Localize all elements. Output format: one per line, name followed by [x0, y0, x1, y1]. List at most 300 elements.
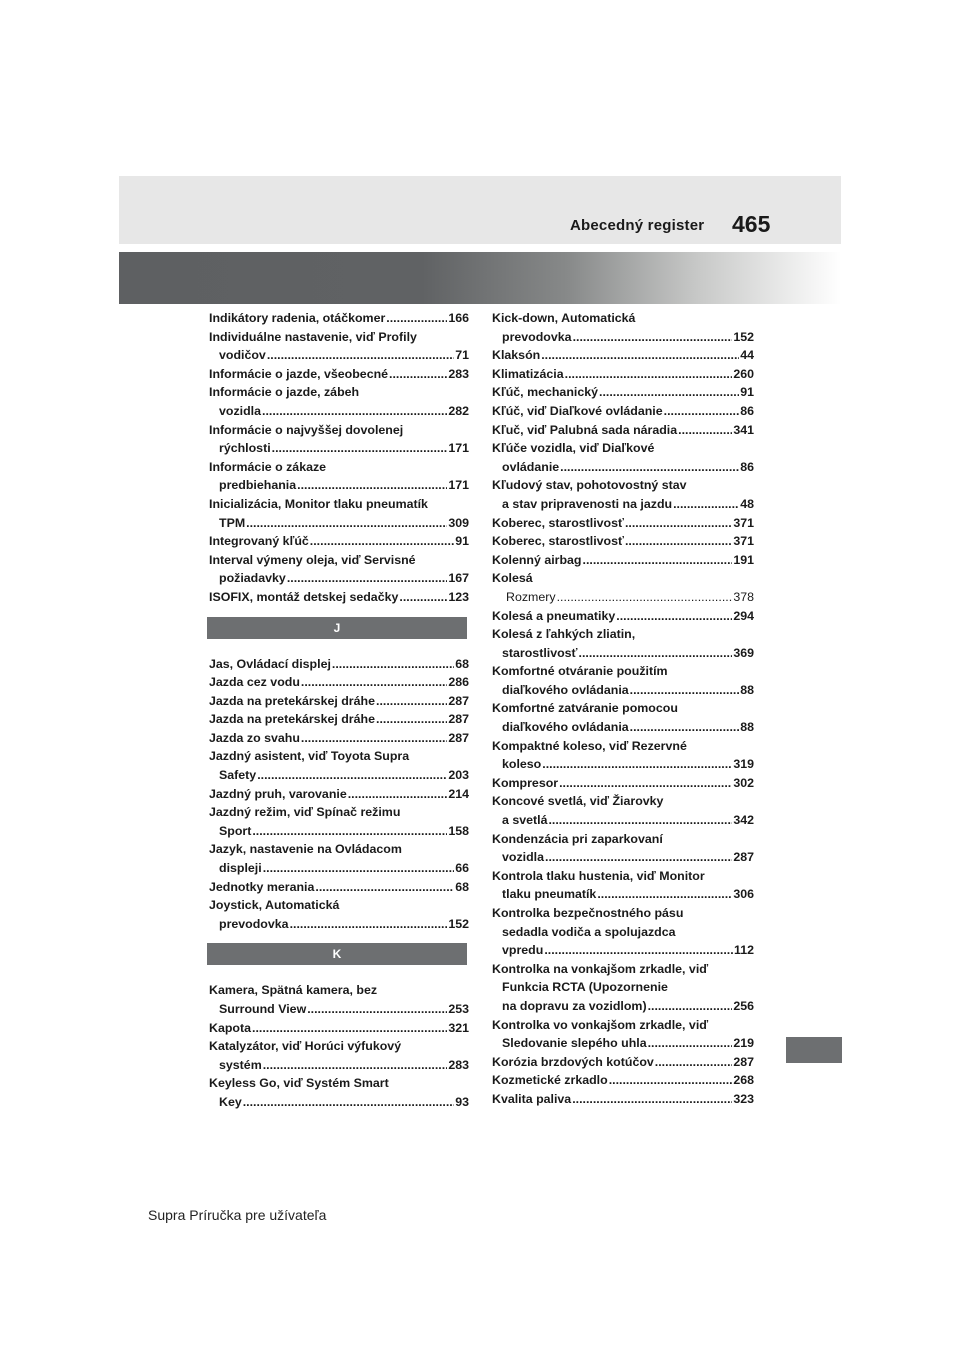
- dot-leader: [389, 365, 447, 384]
- index-term: tlaku pneumatík: [502, 887, 597, 902]
- index-entry: [209, 495, 469, 532]
- index-term: Safety: [219, 768, 257, 783]
- index-entry-line: [492, 792, 754, 811]
- dot-leader: [544, 941, 733, 960]
- dot-leader: [648, 997, 733, 1016]
- index-term: starostlivosť: [502, 645, 578, 660]
- dot-leader: [678, 421, 732, 440]
- index-entry-line: [209, 439, 469, 458]
- index-entry-line: [209, 383, 469, 402]
- dot-leader: [559, 774, 732, 793]
- index-entry-line: [492, 848, 754, 867]
- index-entry-line: [209, 551, 469, 570]
- index-entry: [209, 655, 469, 674]
- index-entry: [492, 365, 754, 384]
- index-entry-line: [492, 960, 754, 979]
- dot-leader: [648, 1034, 733, 1053]
- dot-leader: [630, 718, 740, 737]
- dot-leader: [583, 551, 733, 570]
- dot-leader: [263, 1056, 448, 1075]
- dot-leader: [315, 878, 454, 897]
- index-entry-line: [209, 1093, 469, 1112]
- index-page-ref: 171: [448, 478, 469, 493]
- index-entry-line: [209, 859, 469, 878]
- index-entry: [209, 551, 469, 588]
- index-page-ref: 48: [740, 496, 754, 511]
- index-page-ref: 93: [455, 1094, 469, 1109]
- index-term: Kľúče vozidla, viď Diaľkové: [492, 441, 655, 456]
- index-entry-line: [492, 607, 754, 626]
- index-entry-line: [492, 737, 754, 756]
- index-entry: [492, 476, 754, 513]
- dot-leader: [267, 346, 454, 365]
- index-term: Korózia brzdových kotúčov: [492, 1054, 654, 1069]
- index-term: TPM: [219, 515, 246, 530]
- index-page-ref: 86: [740, 403, 754, 418]
- index-term: Kontrolka na vonkajšom zrkadle, viď: [492, 961, 709, 976]
- index-page-ref: 287: [733, 850, 754, 865]
- index-entry-line: [492, 904, 754, 923]
- dot-leader: [257, 766, 447, 785]
- index-term: Surround View: [219, 1002, 307, 1016]
- index-entry-line: [492, 588, 754, 607]
- index-entry: [209, 383, 469, 420]
- index-term: Jazyk, nastavenie na Ovládacom: [209, 842, 402, 857]
- index-term: Sledovanie slepého uhla: [502, 1036, 647, 1051]
- dot-leader: [301, 729, 447, 748]
- index-term: Interval výmeny oleja, viď Servisné: [209, 552, 416, 567]
- index-entry-line: [492, 514, 754, 533]
- index-entry: [492, 569, 754, 588]
- index-entry-line: [492, 421, 754, 440]
- index-entry: [492, 346, 754, 365]
- index-page-ref: 171: [448, 441, 469, 456]
- index-page-ref: 88: [740, 720, 754, 735]
- index-entry: [492, 774, 754, 793]
- index-entry-line: [209, 915, 469, 934]
- dot-leader: [625, 532, 732, 551]
- index-term: Katalyzátor, viď Horúci výfukový: [209, 1039, 402, 1054]
- index-entry-line: [209, 309, 469, 328]
- index-entry-line: [209, 1074, 469, 1093]
- index-page-ref: 287: [448, 730, 469, 745]
- dot-leader: [599, 383, 739, 402]
- dot-leader: [290, 915, 448, 934]
- index-entry-line: [492, 644, 754, 663]
- index-entry-line: [209, 803, 469, 822]
- index-term: Jednotky merania: [209, 879, 315, 894]
- index-entry-line: [492, 941, 754, 960]
- dot-leader: [565, 365, 733, 384]
- index-page-ref: 286: [448, 675, 469, 690]
- index-entry-line: [209, 673, 469, 692]
- index-entry: [492, 1016, 754, 1053]
- index-page-ref: 253: [448, 1002, 469, 1016]
- dot-leader: [630, 681, 740, 700]
- index-entry: [492, 309, 754, 346]
- index-term: Komfortné zatváranie pomocou: [492, 701, 678, 716]
- index-column-left: [209, 309, 469, 1112]
- index-entry: [492, 904, 754, 960]
- index-entry: [209, 458, 469, 495]
- index-page-ref: 282: [448, 403, 469, 418]
- index-entry-line: [492, 309, 754, 328]
- dot-leader: [560, 458, 739, 477]
- dot-leader: [348, 785, 448, 804]
- running-header-title: Abecedný register: [570, 217, 705, 234]
- index-page-ref: 219: [733, 1036, 754, 1051]
- index-page-ref: 91: [455, 534, 469, 549]
- index-entry-line: [209, 747, 469, 766]
- index-entry-line: [492, 346, 754, 365]
- index-entry-line: [492, 699, 754, 718]
- index-term: Jazda zo svahu: [209, 730, 300, 745]
- index-page-ref: 283: [448, 1057, 469, 1072]
- index-page-ref: 166: [448, 311, 469, 325]
- index-entry-line: [209, 840, 469, 859]
- index-entry-line: [209, 421, 469, 440]
- index-entry: [492, 439, 754, 476]
- index-entry-line: [209, 1000, 469, 1019]
- index-entry-line: [209, 514, 469, 533]
- dot-leader: [386, 309, 447, 328]
- index-page-ref: 294: [733, 608, 754, 623]
- index-term: predbiehania: [219, 478, 297, 493]
- dot-leader: [579, 644, 733, 663]
- index-entry-line: [492, 867, 754, 886]
- dot-leader: [572, 1090, 732, 1109]
- index-entry-line: [492, 718, 754, 737]
- index-entry: [209, 747, 469, 784]
- index-entry-line: [209, 346, 469, 365]
- index-page-ref: 214: [448, 786, 469, 801]
- index-term: vodičov: [219, 348, 266, 363]
- index-entry: [492, 383, 754, 402]
- dot-leader: [541, 346, 739, 365]
- index-term: Jas, Ovládací displej: [209, 656, 331, 671]
- index-page-ref: 319: [733, 757, 754, 772]
- index-term: Key: [219, 1094, 242, 1109]
- index-entry-line: [492, 1090, 754, 1109]
- index-entry: [492, 699, 754, 736]
- index-term: a svetlá: [502, 813, 548, 828]
- index-entry-line: [492, 923, 754, 942]
- index-page-ref: 86: [740, 459, 754, 474]
- index-page-ref: 283: [448, 366, 469, 381]
- index-entry-line: [209, 655, 469, 674]
- index-page-ref: 371: [733, 534, 754, 549]
- index-entry: [209, 673, 469, 692]
- index-term: ovládanie: [502, 459, 560, 474]
- dot-leader: [332, 655, 454, 674]
- index-entry: [209, 328, 469, 365]
- index-term: Kompresor: [492, 775, 559, 790]
- dot-leader: [609, 1071, 733, 1090]
- index-entry-line: [209, 896, 469, 915]
- index-term: Informácie o najvyššej dovolenej: [209, 422, 404, 437]
- index-entry-line: [492, 625, 754, 644]
- index-term: Kondenzácia pri zaparkovaní: [492, 831, 663, 846]
- index-term: Kapota: [209, 1020, 251, 1035]
- index-entry-line: [209, 476, 469, 495]
- index-entry-line: [209, 1019, 469, 1038]
- index-page-ref: 71: [455, 348, 469, 363]
- index-entry-line: [492, 885, 754, 904]
- decorative-gradient-band: [119, 252, 841, 304]
- index-term: Koncové svetlá, viď Žiarovky: [492, 794, 664, 809]
- index-entry-line: [492, 681, 754, 700]
- index-term: Jazdný režim, viď Spínač režimu: [209, 805, 401, 820]
- index-term: Kľúč, viď Diaľkové ovládanie: [492, 403, 663, 418]
- dot-leader: [545, 848, 732, 867]
- index-entry-line: [209, 822, 469, 841]
- index-entry-line: [209, 532, 469, 551]
- index-term: Kľuč, viď Palubná sada náradia: [492, 422, 678, 437]
- index-entry: [209, 785, 469, 804]
- index-term: Integrovaný kľúč: [209, 534, 309, 549]
- index-term: diaľkového ovládania: [502, 720, 629, 735]
- index-page-ref: 123: [448, 589, 469, 604]
- index-entry-line: [492, 1016, 754, 1035]
- dot-leader: [376, 710, 447, 729]
- dot-leader: [625, 514, 732, 533]
- index-entry: [492, 532, 754, 551]
- index-page-ref: 203: [448, 768, 469, 783]
- index-entry-line: [492, 495, 754, 514]
- index-entry-line: [492, 569, 754, 588]
- index-entry: [209, 309, 469, 328]
- index-term: systém: [219, 1057, 262, 1072]
- index-term: displeji: [219, 861, 262, 876]
- index-page-ref: 371: [733, 515, 754, 530]
- index-entry: [492, 551, 754, 570]
- index-entry: [209, 532, 469, 551]
- dot-leader: [263, 859, 455, 878]
- index-term: Jazdný asistent, viď Toyota Supra: [209, 749, 410, 764]
- index-entry: [209, 1074, 469, 1111]
- index-entry: [209, 710, 469, 729]
- index-entry-line: [492, 997, 754, 1016]
- index-entry: [492, 514, 754, 533]
- index-term: Kontrolka vo vonkajšom zrkadle, viď: [492, 1017, 709, 1032]
- index-term: vpredu: [502, 943, 544, 958]
- index-entry-line: [492, 755, 754, 774]
- index-entry-line: [492, 365, 754, 384]
- index-page-ref: 287: [448, 693, 469, 708]
- index-entry: [209, 981, 469, 1018]
- index-entry-line: [209, 495, 469, 514]
- index-term: Komfortné otváranie použitím: [492, 664, 668, 679]
- index-term: Kozmetické zrkadlo: [492, 1073, 608, 1088]
- index-page-ref: 152: [733, 329, 754, 344]
- index-entry-line: [492, 662, 754, 681]
- dot-leader: [272, 439, 448, 458]
- index-entry-line: [209, 569, 469, 588]
- index-entry-line: [492, 811, 754, 830]
- index-entry: [492, 960, 754, 1016]
- index-entry-line: [209, 1037, 469, 1056]
- dot-leader: [252, 1019, 447, 1038]
- index-term: Kontrolka bezpečnostného pásu: [492, 906, 684, 920]
- index-term: Klimatizácia: [492, 366, 564, 381]
- index-term: vozidla: [219, 403, 261, 418]
- index-term: Inicializácia, Monitor tlaku pneumatík: [209, 496, 428, 511]
- index-term: Kvalita paliva: [492, 1091, 572, 1106]
- section-letter-bar: J: [207, 617, 467, 639]
- index-entry-line: [209, 766, 469, 785]
- index-page-ref: 369: [733, 645, 754, 660]
- dot-leader: [307, 1000, 447, 1019]
- index-term: Keyless Go, viď Systém Smart: [209, 1076, 389, 1091]
- dot-leader: [376, 692, 447, 711]
- index-entry-line: [209, 365, 469, 384]
- dot-leader: [287, 569, 448, 588]
- index-page-ref: 309: [448, 515, 469, 530]
- index-entry-line: [209, 1056, 469, 1075]
- section-letter-bar: K: [207, 943, 467, 965]
- index-term: sedadla vodiča a spolujazdca: [502, 924, 676, 939]
- index-term: prevodovka: [219, 916, 289, 931]
- index-term: Kolenný airbag: [492, 552, 582, 567]
- index-page-ref: 152: [448, 916, 469, 931]
- index-entry-line: [492, 532, 754, 551]
- dot-leader: [573, 328, 733, 347]
- index-entry: [209, 692, 469, 711]
- index-term: Jazdný pruh, varovanie: [209, 786, 347, 801]
- index-term: vozidla: [502, 850, 544, 865]
- dot-leader: [262, 402, 447, 421]
- chapter-thumb-tab: [786, 1037, 842, 1063]
- index-page-ref: 158: [448, 823, 469, 838]
- index-term: Koberec, starostlivosť: [492, 515, 624, 530]
- dot-leader: [557, 588, 733, 607]
- index-entry-line: [209, 328, 469, 347]
- index-entry: [209, 896, 469, 933]
- index-entry: [492, 1071, 754, 1090]
- index-term: požiadavky: [219, 571, 286, 586]
- index-page-ref: 260: [733, 366, 754, 381]
- index-entry-line: [209, 729, 469, 748]
- index-entry-line: [492, 476, 754, 495]
- index-entry-line: [209, 588, 469, 607]
- index-term: na dopravu za vozidlom): [502, 998, 647, 1013]
- dot-leader: [542, 755, 732, 774]
- index-page-ref: 66: [455, 861, 469, 876]
- index-entry-line: [209, 785, 469, 804]
- index-term: Jazda na pretekárskej dráhe: [209, 712, 375, 727]
- index-term: Kolesá a pneumatiky: [492, 608, 616, 623]
- index-page-ref: 268: [733, 1073, 754, 1088]
- index-entry: [209, 588, 469, 607]
- index-entry: [492, 830, 754, 867]
- index-page-ref: 167: [448, 571, 469, 586]
- index-term: ISOFIX, montáž detskej sedačky: [209, 589, 399, 604]
- index-term: Indikátory radenia, otáčkomer: [209, 311, 386, 325]
- index-entry: [492, 662, 754, 699]
- index-term: koleso: [502, 757, 542, 772]
- index-term: Kontrola tlaku hustenia, viď Monitor: [492, 868, 705, 883]
- dot-leader: [655, 1053, 733, 1072]
- index-entry: [492, 737, 754, 774]
- dot-leader: [548, 811, 732, 830]
- dot-leader: [399, 588, 447, 607]
- index-term: Koberec, starostlivosť: [492, 534, 624, 549]
- index-page-ref: 44: [740, 348, 754, 363]
- index-entry: [492, 867, 754, 904]
- index-term: prevodovka: [502, 329, 572, 344]
- dot-leader: [597, 885, 732, 904]
- dot-leader: [310, 532, 454, 551]
- index-term: Kamera, Spätná kamera, bez: [209, 983, 378, 998]
- index-page-ref: 323: [733, 1091, 754, 1106]
- index-entry-line: [209, 692, 469, 711]
- index-page-ref: 68: [455, 656, 469, 671]
- index-term: Kolesá z ľahkých zliatin,: [492, 627, 636, 642]
- dot-leader: [616, 607, 732, 626]
- index-page-ref: 378: [733, 589, 754, 604]
- index-page-ref: 191: [733, 552, 754, 567]
- index-page-ref: 342: [733, 813, 754, 828]
- index-term: Kompaktné koleso, viď Rezervné: [492, 738, 687, 753]
- index-term: a stav pripravenosti na jazdu: [502, 496, 673, 511]
- index-entry: [492, 421, 754, 440]
- index-entry: [492, 1053, 754, 1072]
- index-term: Individuálne nastavenie, viď Profily: [209, 329, 417, 344]
- index-entry-line: [209, 981, 469, 1000]
- index-term: Sport: [219, 823, 252, 838]
- index-term: Funkcia RCTA (Upozornenie: [502, 980, 668, 995]
- dot-leader: [243, 1093, 454, 1112]
- index-term: Informácie o zákaze: [209, 459, 327, 474]
- index-term: Kľúč, mechanický: [492, 385, 599, 400]
- index-page-ref: 287: [448, 712, 469, 727]
- index-page-ref: 91: [740, 385, 754, 400]
- index-page-ref: 341: [733, 422, 754, 437]
- footer-manual-title: Supra Príručka pre užívateľa: [148, 1207, 327, 1223]
- index-page-ref: 306: [733, 887, 754, 902]
- index-page-ref: 256: [733, 998, 754, 1013]
- page-number: 465: [732, 211, 771, 237]
- index-entry: [209, 421, 469, 458]
- dot-leader: [246, 514, 447, 533]
- index-term: diaľkového ovládania: [502, 682, 629, 697]
- index-entry: [209, 365, 469, 384]
- index-page-ref: 287: [733, 1054, 754, 1069]
- index-page-ref: 88: [740, 682, 754, 697]
- index-entry-line: [209, 402, 469, 421]
- index-entry: [209, 878, 469, 897]
- index-term: Informácie o jazde, zábeh: [209, 385, 360, 400]
- index-page-ref: 302: [733, 775, 754, 790]
- index-entry: [209, 803, 469, 840]
- index-entry-line: [492, 1071, 754, 1090]
- index-entry-line: [492, 978, 754, 997]
- index-term: Rozmery: [506, 589, 556, 604]
- index-entry-line: [492, 774, 754, 793]
- dot-leader: [252, 822, 447, 841]
- index-entry: [209, 840, 469, 877]
- index-entry-line: [492, 1034, 754, 1053]
- dot-leader: [297, 476, 447, 495]
- index-term: Klaksón: [492, 348, 541, 363]
- index-entry: [492, 792, 754, 829]
- index-term: Informácie o jazde, všeobecné: [209, 366, 389, 381]
- index-entry: [209, 1019, 469, 1038]
- index-entry-line: [209, 710, 469, 729]
- index-entry-line: [492, 439, 754, 458]
- dot-leader: [673, 495, 739, 514]
- index-entry: [492, 402, 754, 421]
